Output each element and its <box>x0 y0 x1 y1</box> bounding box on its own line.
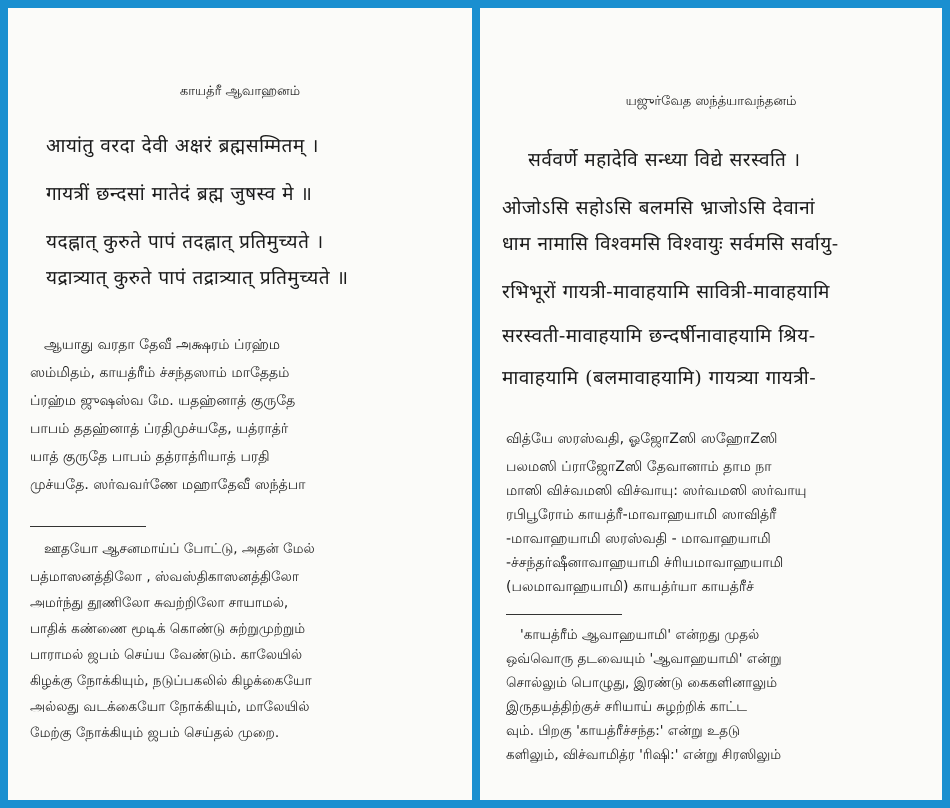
footnote-divider <box>506 614 622 615</box>
tamil-line: வித்யே ஸரஸ்வதி, ஓஜோZஸி ஸஹோZஸி <box>506 431 778 447</box>
tamil-line: முச்யதே. ஸர்வவர்ணே மஹாதேவீ ஸந்த்பா <box>30 477 306 493</box>
tamil-line: ஸம்மிதம், காயத்ரீம் ச்சந்தஸாம் மாதேதம் <box>30 365 290 381</box>
left-page <box>8 8 472 800</box>
page-header: யஜுர்வேத ஸந்த்யாவந்தனம் <box>625 94 797 109</box>
tamil-line: ஆயாது வரதா தேவீ அக்ஷரம் ப்ரஹ்ம <box>44 337 281 353</box>
footnote-line: பாராமல் ஜபம் செய்ய வேண்டும். காலேயில் <box>30 647 303 663</box>
footnote-line: கிழக்கு நோக்கியும், நடுப்பகலில் கிழக்கையோ <box>30 673 312 689</box>
footnote-line: இருதயத்திற்குச் சரியாய் சுழற்றிக் காட்ட <box>506 699 748 715</box>
tamil-line: பாபம் ததஹ்னாத் ப்ரதிமுச்யதே, யத்ராத்ர் <box>30 421 289 437</box>
tamil-line: யாத் குருதே பாபம் தத்ராத்ரியாத் பரதி <box>30 449 270 465</box>
footnote-line: களிலும், விச்வாமித்ர 'ரிஷி:' என்று சிரஸிலும் <box>506 747 782 763</box>
sanskrit-line: यदह्नात् कुरुते पापं तदह्नात् प्रतिमुच्यते । <box>46 231 324 253</box>
right-page <box>480 8 942 800</box>
footnote-line: அமர்ந்து தூணிலோ சுவற்றிலோ சாயாமல், <box>30 595 289 611</box>
tamil-line: மாஸி விச்வமஸி விச்வாயு: ஸர்வமஸி ஸர்வாயு <box>506 483 807 499</box>
page-header: காயத்ரீ ஆவாஹனம் <box>179 84 301 99</box>
footnote-line: பத்மாஸனத்திலோ , ஸ்வஸ்திகாஸனத்திலோ <box>30 569 299 585</box>
tamil-line: ரபிபூரோம் காயத்ரீ-மாவாஹயாமி ஸாவித்ரீ <box>506 507 777 523</box>
tamil-line: -மாவாஹயாமி ஸரஸ்வதி - மாவாஹயாமி <box>506 531 771 547</box>
footnote-line: ஊதயோ ஆசனமாய்ப் போட்டு, அதன் மேல் <box>44 541 315 557</box>
footnote-divider <box>30 526 146 527</box>
tamil-line: (பலமாவாஹயாமி) காயத்ர்யா காயத்ரீச் <box>506 579 754 595</box>
footnote-line: மேற்கு நோக்கியும் ஜபம் செய்தல் முறை. <box>30 725 280 741</box>
sanskrit-line: सरस्वती-मावाहयामि छन्दर्षीनावाहयामि श्रिय- <box>502 325 816 347</box>
footnote-line: வும். பிறகு 'காயத்ரீச்சந்த:' என்று உதடு <box>506 723 741 739</box>
footnote-line: பாதிக் கண்ணை மூடிக் கொண்டு சுற்றுமுற்றும் <box>30 621 306 637</box>
footnote-line: அல்லது வடக்கையோ நோக்கியும், மாலேயில் <box>30 699 310 715</box>
footnote-line: சொல்லும் பொழுது, இரண்டு கைகளினாலும் <box>506 675 778 691</box>
sanskrit-line: सर्ववर्णे महादेवि सन्ध्या विद्ये सरस्वति । <box>528 149 801 171</box>
sanskrit-line: आयांतु वरदा देवी अक्षरं ब्रह्मसम्मितम् । <box>46 135 319 157</box>
sanskrit-line: गायत्रीं छन्दसां मातेदं ब्रह्म जुषस्व मे ॥ <box>46 183 313 205</box>
sanskrit-line: मावाहयामि (बलमावाहयामि) गायत्र्या गायत्री- <box>502 367 817 389</box>
tamil-line: ப்ரஹ்ம ஜுஷஸ்வ மே. யதஹ்னாத் குருதே <box>30 393 296 409</box>
sanskrit-line: धाम नामासि विश्वमसि विश्वायुः सर्वमसि सर्वायु- <box>502 233 839 255</box>
footnote-line: 'காயத்ரீம் ஆவாஹயாமி' என்றது முதல் <box>520 627 760 643</box>
tamil-line: பலமஸி ப்ராஜோZஸி தேவானாம் தாம நா <box>506 459 772 475</box>
sanskrit-line: यद्रात्र्यात् कुरुते पापं तद्रात्र्यात् प्रतिमुच्यते ॥ <box>46 267 349 289</box>
footnote-line: ஒவ்வொரு தடவையும் 'ஆவாஹயாமி' என்று <box>506 651 782 667</box>
tamil-line: -ச்சந்தர்ஷீனாவாஹயாமி ச்ரியமாவாஹயாமி <box>506 555 784 571</box>
sanskrit-line: ओजोऽसि सहोऽसि बलमसि भ्राजोऽसि देवानां <box>502 197 816 219</box>
sanskrit-line: रभिभूरों गायत्री-मावाहयामि सावित्री-मावाहयामि <box>502 281 830 303</box>
